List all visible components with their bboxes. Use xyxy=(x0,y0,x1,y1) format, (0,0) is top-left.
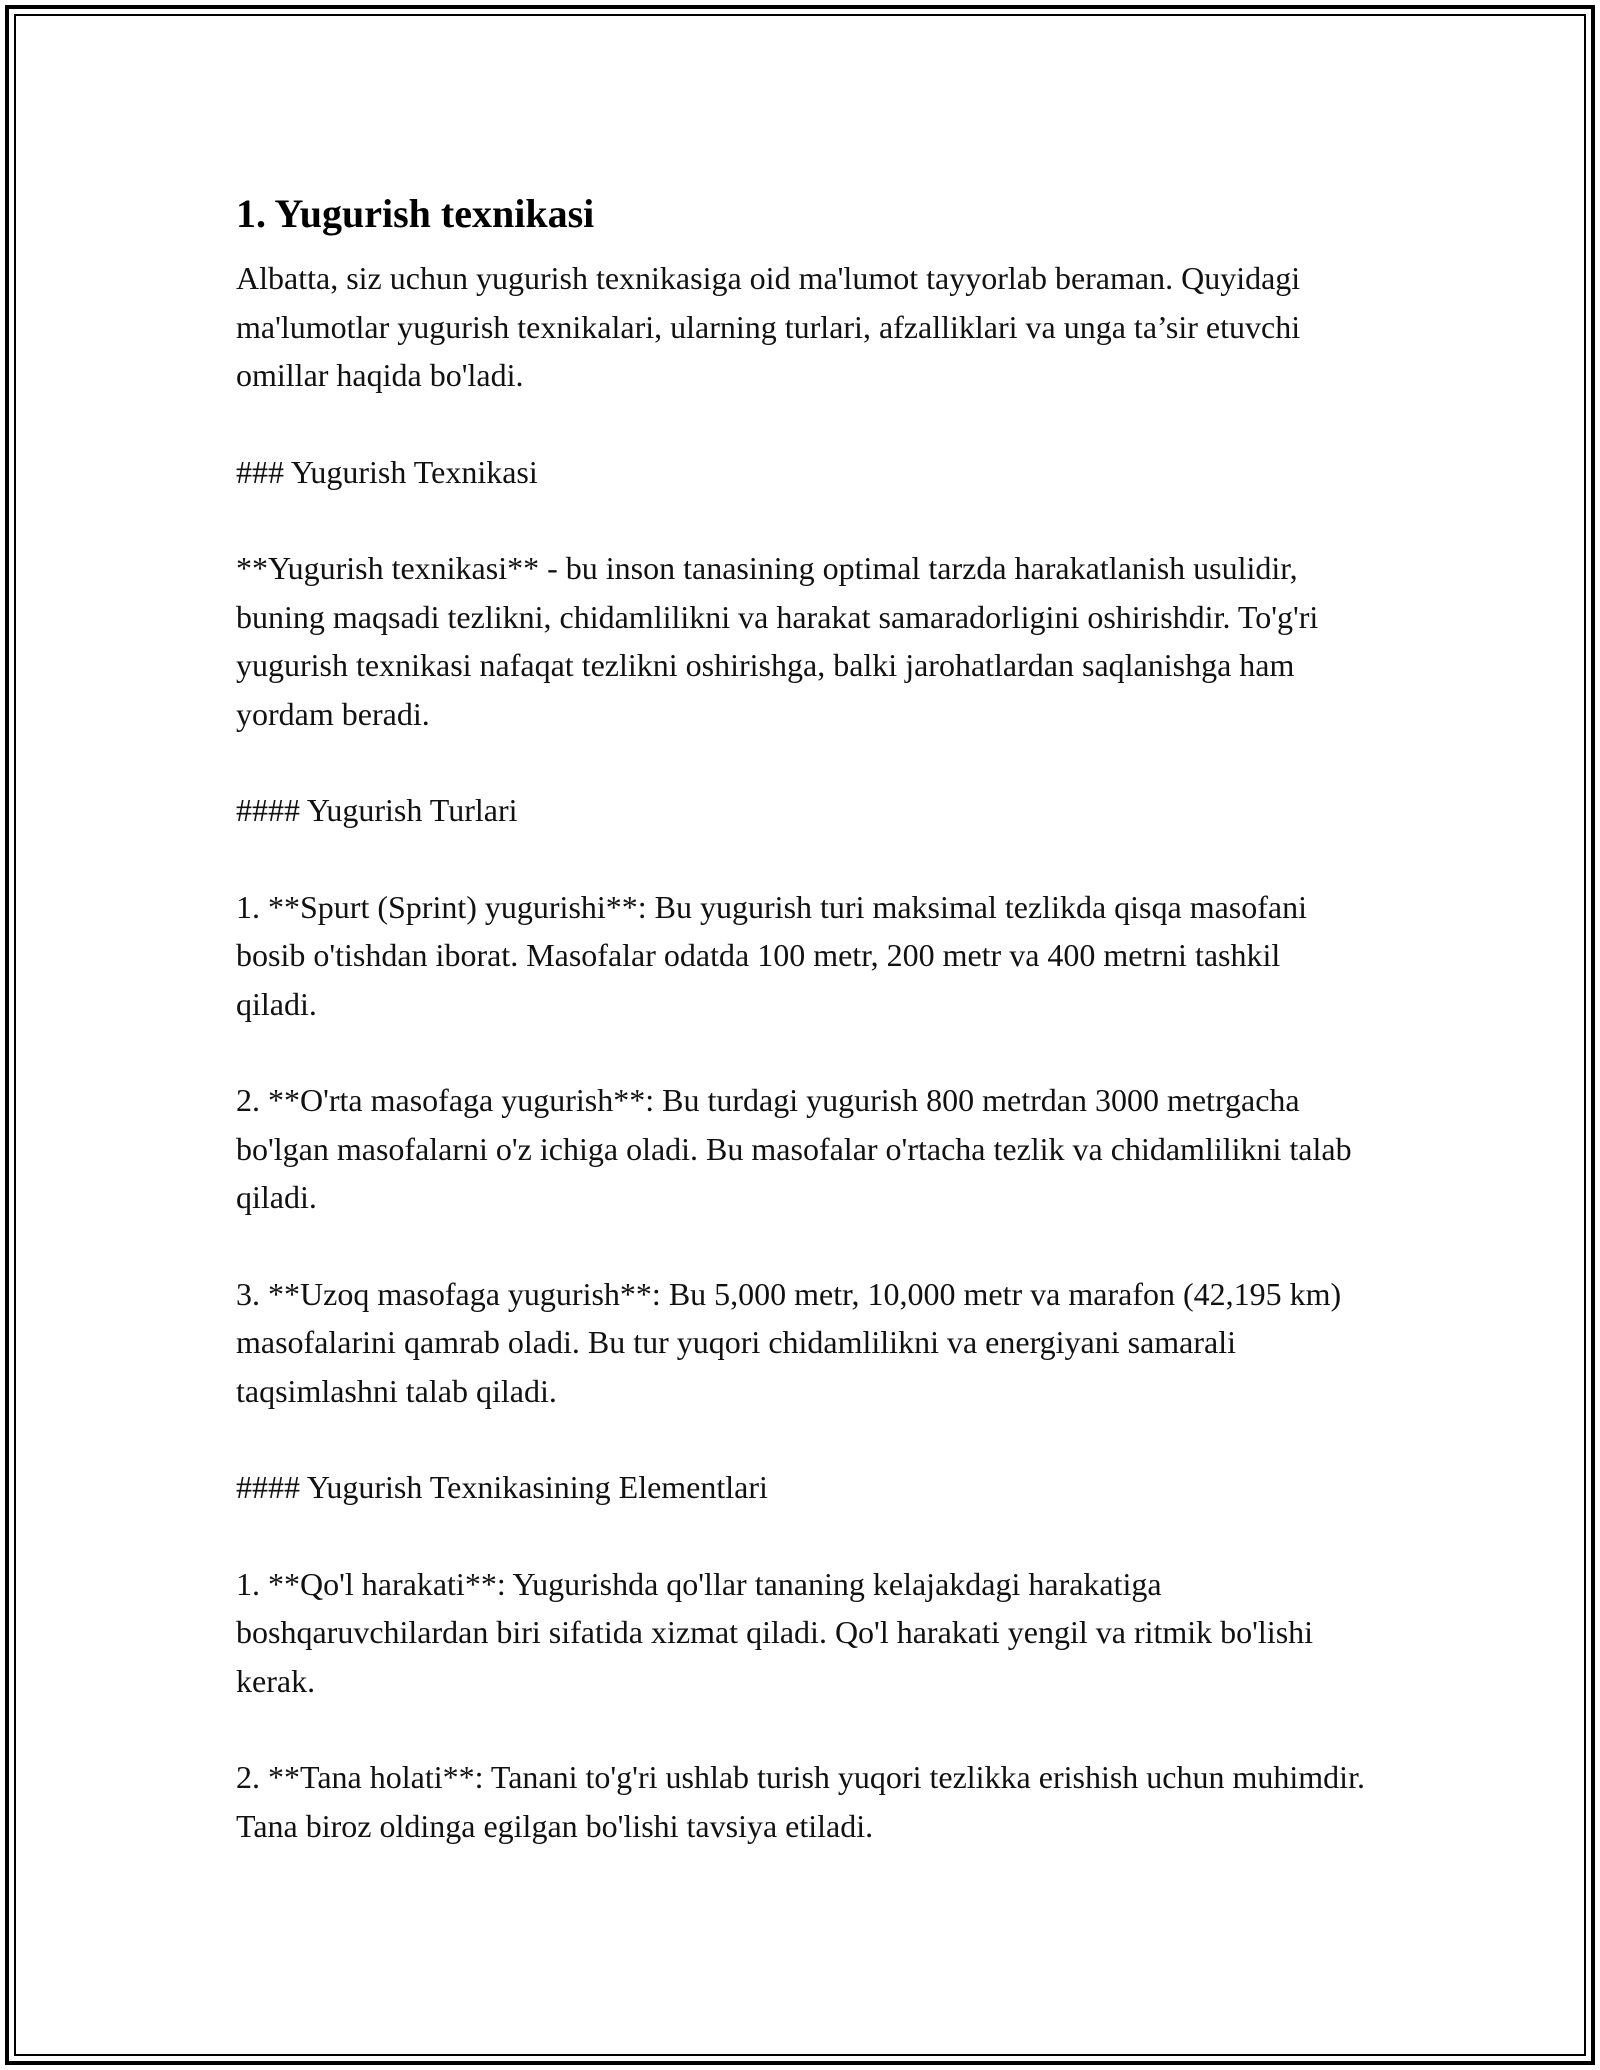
document-title: 1. Yugurish texnikasi xyxy=(236,191,595,236)
paragraph-definition: **Yugurish texnikasi** - bu inson tanasining optimal tarzda harakatlanish usulidir, buning maqsadi tezlikni, chidamlilikni va harakat samaradorligini oshirishdir. To'g'ri yugurish texnikasi nafaqat tezlikni oshirishga, balki jarohatlardan saqlanishga ham yordam beradi. xyxy=(236,550,1319,732)
heading-yugurish-turlari: #### Yugurish Turlari xyxy=(236,792,518,828)
heading-texnika-elementlari: #### Yugurish Texnikasining Elementlari xyxy=(236,1469,768,1505)
list-item-long-distance: 3. **Uzoq masofaga yugurish**: Bu 5,000 metr, 10,000 metr va marafon (42,195 km) masofalarini qamrab oladi. Bu tur yuqori chidamlilikni va energiyani samarali taqsimlashni talab qiladi. xyxy=(236,1275,1342,1409)
document-body xyxy=(236,186,1366,1850)
list-item-arm-movement: 1. **Qo'l harakati**: Yugurishda qo'llar tananing kelajakdagi harakatiga boshqaruvchilardan biri sifatida xizmat qiladi. Qo'l harakati yengil va ritmik bo'lishi kerak. xyxy=(236,1565,1314,1699)
heading-yugurish-texnikasi: ### Yugurish Texnikasi xyxy=(236,453,538,490)
list-item-middle-distance: 2. **O'rta masofaga yugurish**: Bu turdagi yugurish 800 metrdan 3000 metrgacha bo'lgan masofalarni o'z ichiga oladi. Bu masofalar o'rtacha tezlik va chidamlilikni talab qiladi. xyxy=(236,1082,1352,1215)
list-item-body-posture: 2. **Tana holati**: Tanani to'g'ri ushlab turish yuqori tezlikka erishish uchun muhimdir. Tana biroz oldinga egilgan bo'lishi tavsiya etiladi. xyxy=(236,1759,1365,1844)
paragraph-intro: Albatta, siz uchun yugurish texnikasiga oid ma'lumot tayyorlab beraman. Quyidagi ma'lumotlar yugurish texnikalari, ularning turlari, afzalliklari va unga ta’sir etuvchi omillar haqida bo'ladi. xyxy=(236,260,1301,393)
list-item-sprint: 1. **Spurt (Sprint) yugurishi**: Bu yugurish turi maksimal tezlikda qisqa masofani bosib o'tishdan iborat. Masofalar odatda 100 metr, 200 metr va 400 metrni tashkil qiladi. xyxy=(236,888,1307,1022)
